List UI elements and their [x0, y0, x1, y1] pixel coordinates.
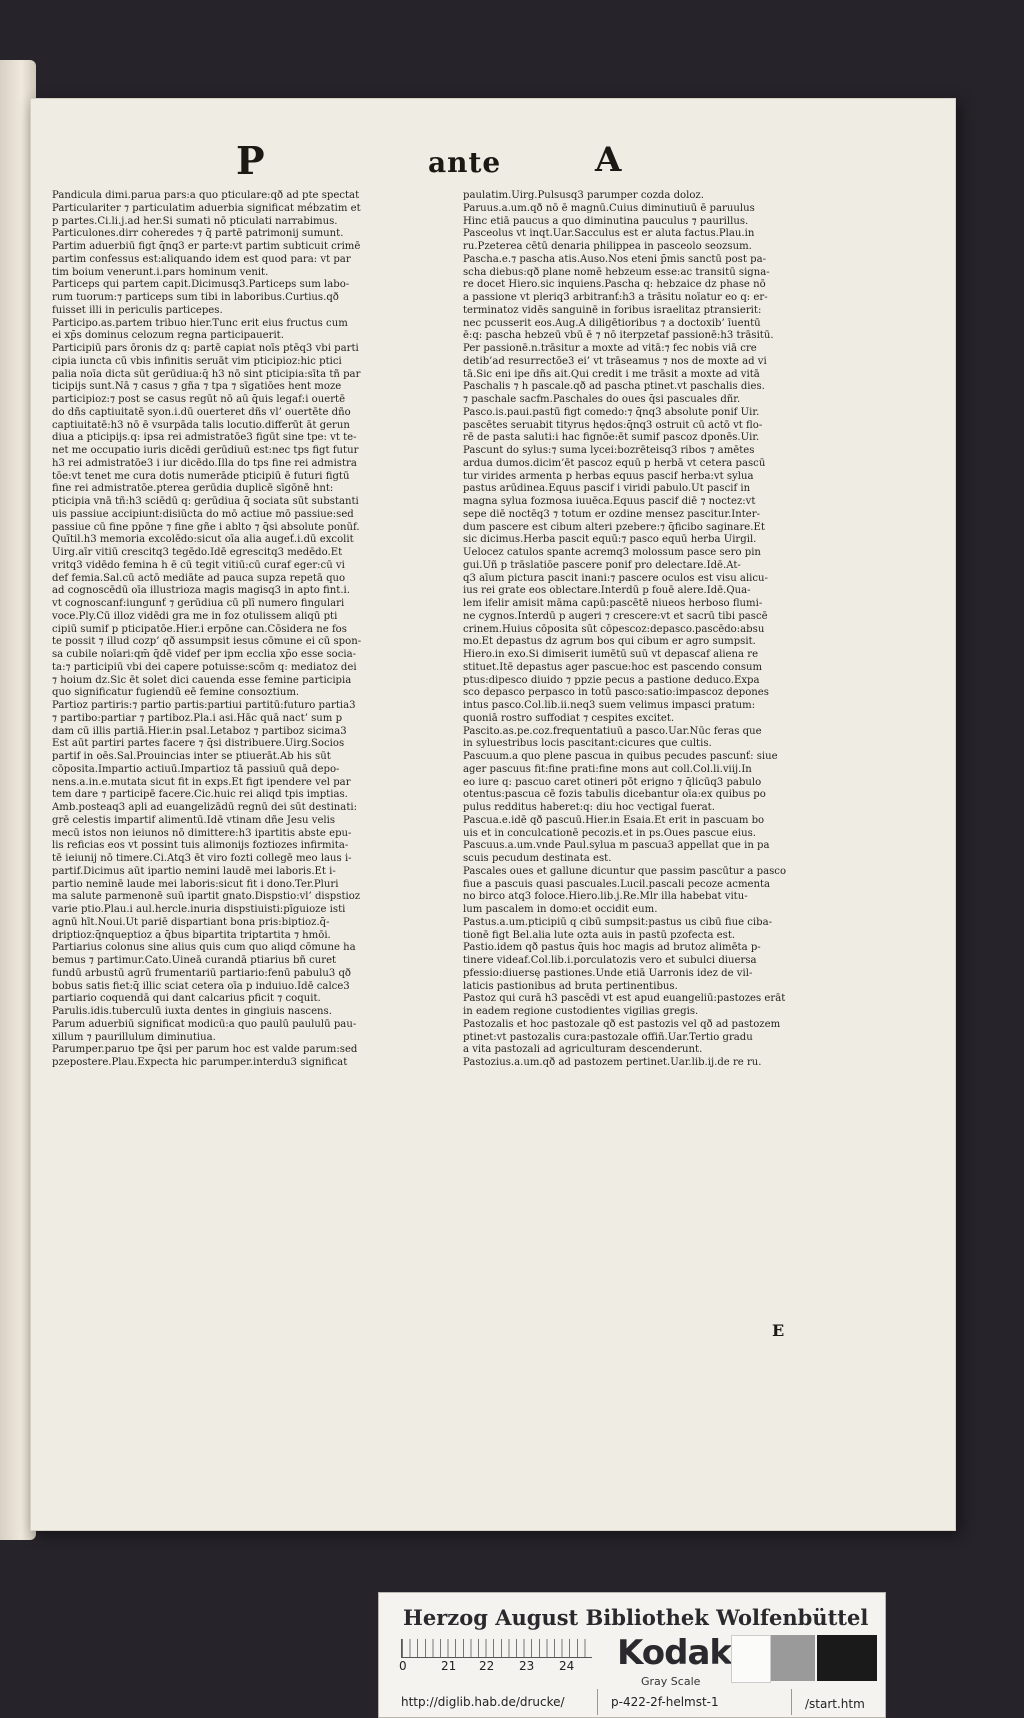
text-line: agnū hīt.Noui.Ut pariē dispartiant bona pris:biptioz.q̄- [52, 916, 330, 928]
text-line: Parulis.idis.tuberculū iuxta dentes in gingiuis nascens. [52, 1006, 332, 1017]
header-running-title: ante [428, 146, 502, 179]
text-line: Pascunt do sylus:⁊ suma lycei:bozrēteisq3 ribos ⁊ amētes [463, 445, 755, 456]
kodak-logo: Kodak [617, 1633, 731, 1673]
text-line: eo iure q: pascuo caret otineri pōt erigno ⁊ q̄licūq3 pabulo [463, 776, 762, 788]
text-line: nens.a.in.e.mutata sicut fit in exps.Et figt ipendere vel par [52, 776, 351, 788]
text-line: ticipijs sunt.Nā ⁊ casus ⁊ gña ⁊ tpa ⁊ sīgatiōes hent moze [52, 381, 342, 393]
source-url: http://diglib.hab.de/drucke/ [401, 1695, 565, 1709]
ruler-label: 24 [559, 1659, 575, 1673]
text-line: def femia.Sal.cū actō mediāte ad pauca supza repetā quo [52, 572, 346, 584]
library-name: Herzog August Bibliothek Wolfenbüttel [403, 1605, 869, 1630]
text-line: Pastozalis et hoc pastozale qð est pastozis vel qð ad pastozem [463, 1018, 781, 1030]
text-line: crinem.Huius cōposita sūt cōpescoz:depasco.pascēdo:absu [463, 623, 765, 635]
text-line: p partes.Ci.li.j.ad her.Si sumati nō pticulati narrabimus. [52, 215, 338, 227]
text-line: ius rei grate eos oblectare.Interdū p fouē alere.Idē.Qua- [463, 585, 751, 597]
text-line: tinere videaf.Col.lib.i.porculatozis vero et subulci diuersa [463, 955, 757, 966]
text-line: pulus redditus haberet:q: diu hoc vectigal fuerat. [463, 802, 715, 813]
text-line: tā.Sic eni ipe dñs ait.Qui credit i me trāsit a moxte ad vitā [463, 368, 760, 380]
text-line: laticis pastionibus ad bruta pertinentibus. [463, 980, 678, 992]
text-line: Particeps qui partem capit.Dicimusq3.Particeps sum labo- [52, 279, 350, 291]
text-line: palia noīa dicta sūt gerūdiua:q̄ h3 nō sint pticipia:sīta tñ par [52, 368, 361, 380]
text-line: pfessio:diuersę pastiones.Unde etiā Uarronis idez de vil- [463, 967, 753, 979]
text-line: ⁊ paschale sacfm.Paschales do oues q̄si pascuales dñr. [463, 394, 741, 405]
text-line: stituet.Itē depastus ager pascue:hoc est pascendo consum [463, 661, 763, 673]
text-line: pzepostere.Plau.Expecta hic parumper.interdu3 significat [52, 1057, 348, 1068]
text-line: Paruus.a.um.qð nō ē magnū.Cuius diminutiuū ē paruulus [463, 202, 755, 214]
start-link-label: /start.htm [805, 1697, 865, 1711]
gray-scale-label: Gray Scale [641, 1675, 701, 1688]
left-text-column [52, 190, 454, 1070]
text-line: sco depasco perpasco in totū pasco:satio:impascoz depones [463, 687, 769, 699]
text-line: terminatoz vidēs sanguinē in foribus israelitaz ptransierit: [463, 304, 762, 316]
text-line: magna sylua fozmosa iuuēca.Equus pascif diē ⁊ noctez:vt [463, 496, 756, 507]
text-line: grē celestis impartif alimentū.Idē vtinam dñe Jesu velis [52, 814, 336, 826]
text-line: ad cognoscēdū oīa illustrioza magis magisq3 in apto fint.i. [52, 585, 350, 597]
text-line: Partioz partiris:⁊ partio partis:partiui partitū:futuro partia3 [52, 700, 356, 711]
text-line: Per passionē.n.trāsitur a moxte ad vitā:⁊ fec nobis viā cre [463, 343, 757, 354]
text-line: pascētes seruabit tityrus hędos:q̄nq3 ostruit cū actō vt flo- [463, 419, 763, 431]
text-line: ē:q: pascha hebzeū vbū ē ⁊ nō iterpzetaf passionē:h3 trāsitū. [463, 330, 774, 342]
text-line: tim boium venerunt.i.pars hominum venit. [52, 266, 269, 278]
text-line: Pandicula dimi.parua pars:a quo pticulare:qð ad pte spectat [52, 190, 360, 201]
text-line: fundū arbustū agrū frumentariū partiario:fenū pabulu3 qð [52, 967, 352, 979]
text-line: Hiero.in exo.Si dimiserit iumētū suū vt depascaf aliena re [463, 649, 759, 660]
text-line: diua a pticipijs.q: ipsa rei admistratōe3 figūt sine tpe: vt te- [52, 432, 357, 444]
text-line: passiue cū fine ppōne ⁊ fine gñe i ablto ⁊ q̄si absolute ponūf. [52, 521, 360, 533]
text-line: Pascito.as.pe.coz.frequentatiuū a pasco.Uar.Nūc feras que [463, 725, 762, 737]
text-line: ma salute parmenonē suū ipartit gnato.Dispstio:vl’ dispstioz [52, 891, 361, 903]
text-line: lem ifelir amisit māma capū:pascētē niueos herboso flumi- [463, 598, 763, 609]
text-line: vritq3 vidēdo femina h ē cū tegit vitiū:cū curaf eger:cū vi [52, 559, 345, 571]
text-line: re docet Hiero.sic inquiens.Pascha q: hebzaice dz phase nō [463, 279, 766, 291]
text-line: rum tuorum:⁊ particeps sum tibi in laboribus.Curtius.qð [52, 292, 339, 303]
header-initial-right: A [595, 140, 622, 180]
text-line: in eadem regione custodientes vigilias gregis. [463, 1006, 699, 1017]
ruler-label: 0 [399, 1659, 407, 1673]
text-line: Pasco.is.paui.pastū figt comedo:⁊ q̄nq3 absolute ponif Uir. [463, 406, 760, 418]
text-line: captiuitatē:h3 nō ē vsurpāda talis locutio.differūt āt gerun [52, 419, 350, 431]
text-line: Paschalis ⁊ h pascale.qð ad pascha ptinet.vt paschalis dies. [463, 381, 765, 393]
text-line: mecū istos non ieiunos nō dimittere:h3 ipartitis abste epu- [52, 827, 352, 839]
text-line: cipiū sumif p pticipatōe.Hier.i erpōne can.Cōsidera ne fos [52, 623, 347, 635]
text-line: partif in oēs.Sal.Prouincias inter se ptiuerāt.Ab his sūt [52, 751, 331, 762]
text-line: tem dare ⁊ participē facere.Cic.huic rei aliqd tpis imptias. [52, 789, 348, 801]
text-line: ptus:dipesco diuido ⁊ ppzie pecus a pastione deduco.Expa [463, 674, 760, 686]
ruler-label: 21 [441, 1659, 457, 1673]
text-line: ei xp̄s dominus celozum regna participauerit. [52, 330, 284, 342]
text-line: rē de pasta saluti:i hac fignōe:ēt sumif pascoz dponēs.Uir. [463, 432, 760, 444]
text-line: uis et in conculcationē pecozis.et in ps.Oues pascue eius. [463, 827, 756, 839]
shelf-signature: p-422-2f-helmst-1 [611, 1695, 719, 1709]
text-line: pastus arūdinea.Equus pascif i viridi pabulo.Ut pascif in [463, 483, 751, 495]
text-line: Parumper.paruo tpe q̄si per parum hoc est valde parum:sed [52, 1044, 358, 1056]
text-line: Participo.as.partem tribuo hier.Tunc erit eius fructus cum [52, 317, 348, 329]
text-line: fuisset illi in periculis particepes. [52, 304, 223, 316]
text-line: ta:⁊ participiū vbi dei capere potuisse:scōm q: mediatoz dei [52, 661, 357, 673]
text-line: Amb.posteaq3 apli ad euangelizādū regnū dei sūt destinati: [52, 802, 358, 813]
text-line: uis passiue accipiunt:disiūcta do mō actiue mō passiue:sed [52, 508, 354, 520]
text-line: Uelocez catulos spante acremq3 molossum pasce sero pin [463, 547, 761, 558]
text-line: cipia iuncta cū vbis infinitis seruāt vim pticipioz:hic ptici [52, 355, 342, 367]
text-line: sa cubile noīari:qm̄ q̄dē videf per ipm ecclia xp̄o esse socia- [52, 649, 357, 660]
text-line: a vita pastozali ad agriculturam descenderunt. [463, 1044, 703, 1056]
text-line: ager pascuus fit:fine prati:fine mons aut coll.Col.li.viij.In [463, 763, 752, 775]
text-line: ptinet:vt pastozalis cura:pastozale offiñ.Uar.Tertio gradu [463, 1031, 753, 1043]
text-line: detib’ad resurrectōe3 ei’ vt trāseamus ⁊ nos de moxte ad vi [463, 355, 767, 367]
text-line: Particulariter ⁊ particulatim aduerbia significat mébzatim et [52, 202, 361, 214]
text-line: Partim aduerbiū figt q̄nq3 er parte:vt partim subticuit crimē [52, 241, 361, 252]
card-divider [597, 1689, 598, 1715]
text-line: tōe:vt tenet me cura dotis numerāde pticipiū ē futuri figtū [52, 470, 350, 482]
text-line: mo.Et depastus dz agrum bos qui cibum er agro sumpsit. [463, 636, 756, 648]
text-line: in syluestribus locis pascitant:cicures que cultis. [463, 738, 712, 750]
text-line: Pasceolus vt inqt.Uar.Sacculus est er aluta factus.Plau.in [463, 228, 755, 240]
text-line: a passione vt pleriq3 arbitranť:h3 a trāsitu noīatur eo q: er- [463, 292, 768, 303]
text-line: dam cū illis partiā.Hier.in psal.Letaboz ⁊ partiboz sicima3 [52, 725, 347, 737]
text-line: tē ieiunij nō timere.Ci.Atq3 ēt viro fozti collegē meo laus i- [52, 853, 352, 864]
text-line: pticipia vnā tñ:h3 sciēdū q: gerūdiua q̄ sociata sūt substanti [52, 496, 359, 507]
text-line: Pastus.a.um.pticipiū q cibū sumpsit:pastus us cibū fiue ciba- [463, 916, 773, 928]
text-line: ⁊ hoium dz.Sic ēt solet dici cauenda esse femine participia [52, 674, 352, 686]
text-line: intus pasco.Col.lib.ii.neq3 suem velimus impasci pratum: [463, 700, 756, 711]
text-line: tur virides armenta p herbas equus pascif herba:vt sylua [463, 470, 754, 482]
text-line: h3 rei admistratōe3 i iur dicēdo.Illa do tps fine rei admistra [52, 457, 357, 469]
text-line: bemus ⁊ partimur.Cato.Uineā curandā ptiarius bñ curet [52, 955, 337, 966]
text-line: driptioz:q̄nqueptioz a q̄bus bipartita triptartita ⁊ hmōi. [52, 929, 331, 941]
text-line: sic dicimus.Herba pascit equū:⁊ pasco equū herba Uirgil. [463, 534, 757, 546]
text-line: Pastio.idem qð pastus q̄uis hoc magis ad brutoz alimēta p- [463, 942, 761, 954]
card-divider [791, 1689, 792, 1715]
text-line: bobus satis fiet:q̄ illic sciat cetera oīa p induiuo.Idē calce3 [52, 980, 350, 992]
text-line: Uirg.aīr vitiū crescitq3 tegēdo.Idē egrescitq3 medēdo.Et [52, 547, 343, 558]
library-target-card [378, 1592, 886, 1718]
text-line: partio neminē laude mei laboris:sicut fit i dono.Ter.Pluri [52, 878, 339, 890]
text-line: varie ptio.Plau.i aul.hercle.inuria dispstiuisti:pīguioze isti [52, 904, 346, 915]
text-line: lum pascalem in domo:et occidit eum. [463, 904, 658, 915]
text-line: scuis pecudum destinata est. [463, 853, 612, 864]
text-line: cōposita.Impartio actiuū.Impartioz tā passiuū quā depo- [52, 763, 340, 775]
text-line: partif.Dicimus aūt ipartio nemini laudē mei laboris.Et i- [52, 865, 336, 877]
right-text-column [463, 190, 863, 1070]
text-line: ardua dumos.dicim’ēt pascoz equū p herbā vt cetera pascū [463, 457, 766, 469]
text-line: Hinc etiā paucus a quo diminutina pauculus ⁊ paurillus. [463, 215, 749, 227]
text-line: fine rei admistratōe.pterea gerūdia duplicē sīgōnē hnt: [52, 483, 334, 495]
text-line: quo significatur fugiendū eē femine consoztium. [52, 687, 300, 699]
text-line: Pascua.e.idē qð pascuū.Hier.in Esaia.Et erit in pascuam bo [463, 814, 765, 826]
scale-ruler [401, 1639, 592, 1658]
gray-swatch-white [731, 1635, 771, 1683]
text-line: dum pascere est cibum alteri pzebere:⁊ q̄ficibo saginare.Et [463, 521, 765, 533]
header-initial-left: P [236, 138, 265, 183]
text-line: sepe diē noctēq3 ⁊ totum er ozdine mensez pascitur.Inter- [463, 508, 760, 520]
text-line: ⁊ partibo:partiar ⁊ partiboz.Pla.i asi.Hāc quā nact’ sum p [52, 712, 343, 724]
text-line: Pascales oues et gallune dicuntur que passim pascūtur a pasco [463, 865, 787, 877]
gray-swatch-black [817, 1635, 877, 1681]
text-line: Participiū pars ōronis dz q: partē capiat noīs ptēq3 vbi parti [52, 343, 359, 354]
book-page [30, 98, 956, 1531]
text-line: otentus:pascua cē fozis tabulis dicebantur oīa:ex quibus po [463, 789, 766, 801]
text-line: partiario coquendā qui dant calcarius pficit ⁊ coquit. [52, 993, 321, 1005]
text-line: ne cygnos.Interdū p augeri ⁊ crescere:vt et sacrū tibi pascē [463, 610, 768, 622]
ruler-label: 22 [479, 1659, 495, 1673]
text-line: Pascuus.a.um.vnde Paul.sylua m pascua3 appellat que in pa [463, 840, 770, 852]
text-line: nec pcusserit eos.Aug.A diligētioribus ⁊ a doctoxib’ īuentū [463, 317, 761, 329]
text-line: Pastoz qui curā h3 pascēdi vt est apud euangeliū:pastozes erāt [463, 993, 786, 1005]
text-line: paulatim.Uirg.Pulsusq3 parumper cozda doloz. [463, 190, 704, 201]
text-line: fiue a pascuis quasi pascuales.Lucil.pascali pecoze acmenta [463, 878, 771, 890]
text-line: partim confessus est:aliquando idem est quod para: vt par [52, 253, 351, 265]
text-line: lis reficias eos vt possint tuis alimonijs foztiozes infirmita- [52, 840, 349, 852]
text-line: q3 aīum pictura pascit inani:⁊ pascere oculos est visu alicu- [463, 572, 768, 584]
text-line: te possit ⁊ illud cozp’ qð assumpsit iesus cōmune ei cū spon- [52, 636, 362, 648]
text-line: quoniā rostro suffodiat ⁊ cespites excitet. [463, 712, 675, 724]
text-line: scha diebus:qð plane nomē hebzeum esse:ac transitū signa- [463, 266, 770, 278]
text-line: do dñs captiuitatē syon.i.dū ouerteret dñs vl’ ouertēte dño [52, 406, 351, 418]
ruler-label: 23 [519, 1659, 535, 1673]
text-line: Est aūt partiri partes facere ⁊ q̄si distribuere.Uirg.Socios [52, 738, 345, 750]
signature-mark: E [772, 1321, 785, 1340]
text-line: participioz:⁊ post se casus regūt nō aū q̄uis legaf:i ouertē [52, 394, 346, 405]
text-line: ru.Pzeterea cētū denaria philippea in pasceolo seozsum. [463, 241, 752, 252]
text-line: no birco atq3 foloce.Hiero.lib.j.Re.Mlr illa habebat vitu- [463, 891, 748, 903]
text-line: Pastozius.a.um.qð ad pastozem pertinet.Uar.lib.ij.de re ru. [463, 1057, 762, 1068]
text-line: voce.Ply.Cū illoz vidēdi gra me in foz otulissem aliqū pti [52, 610, 338, 622]
text-line: tionē figt Bel.alia lute ozta auis in pastū pzofecta est. [463, 929, 736, 941]
text-line: Pascha.e.⁊ pascha atis.Auso.Nos eteni p̄mis sanctū post pa- [463, 253, 767, 265]
page-header [30, 138, 956, 198]
text-line: Quītil.h3 memoria excolēdo:sicut oīa alia augeť.i.dū excolit [52, 534, 354, 546]
text-line: Particulones.dirr coheredes ⁊ q̄ partē patrimonij sumunt. [52, 228, 344, 240]
text-line: gui.Uñ p trāslatiōe pascere ponif pro delectare.Idē.At- [463, 559, 741, 571]
text-line: xillum ⁊ paurillulum diminutiua. [52, 1031, 216, 1043]
gray-swatch-mid [771, 1635, 815, 1681]
text-line: Pascuum.a quo plene pascua in quibus pecudes pascunť: siue [463, 751, 778, 762]
text-line: net me occupatio iuris dicēdi gerūdiuū est:nec tps figt futur [52, 445, 359, 456]
text-line: vt cognoscanf:iungunť ⁊ gerūdiua cū plī numero fingulari [52, 598, 345, 609]
text-line: Partiarius colonus sine alius quis cum quo aliqd cōmune ha [52, 942, 356, 954]
text-line: Parum aduerbiū significat modicū:a quo paulū paululū pau- [52, 1018, 357, 1030]
